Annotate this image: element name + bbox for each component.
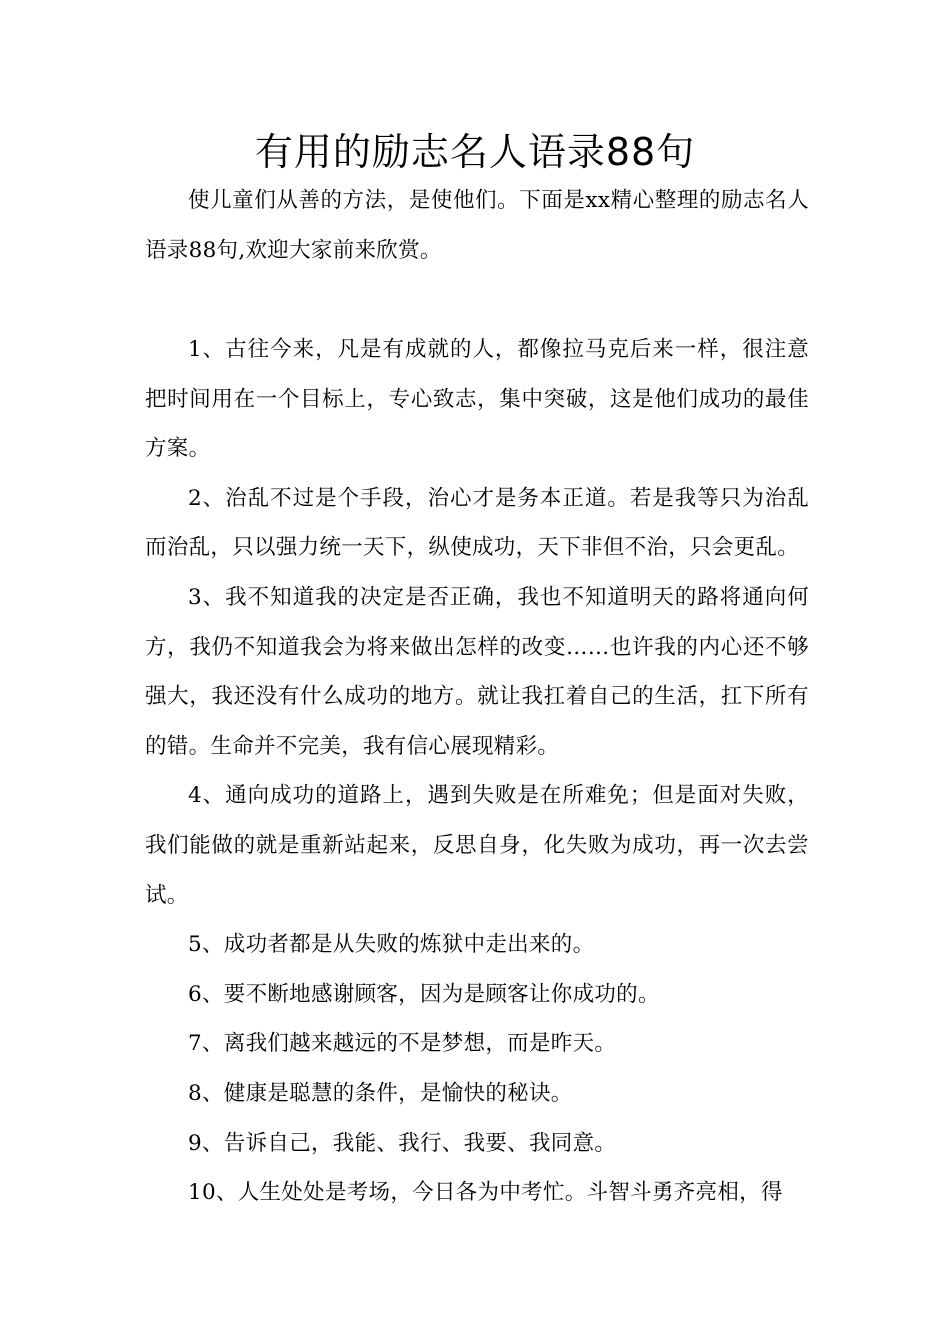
intro-paragraph: 使儿童们从善的方法，是使他们。下面是xx精心整理的励志名人语录88句,欢迎大家前来欣赏。 [145, 188, 809, 263]
quote-paragraph-8: 8、健康是聪慧的条件，是愉快的秘诀。 [188, 1080, 573, 1106]
quote-paragraph-7: 7、离我们越来越远的不是梦想，而是昨天。 [188, 1031, 617, 1057]
quote-paragraph-2: 2、治乱不过是个手段，治心才是务本正道。若是我等只为治乱而治乱，只以强力统一天下，纵使成功，天下非但不治，只会更乱。 [145, 485, 809, 561]
quote-paragraph-6: 6、要不断地感谢顾客，因为是顾客让你成功的。 [188, 981, 660, 1007]
quote-list [145, 325, 809, 1218]
quote-paragraph-9: 9、告诉自己，我能、我行、我要、我同意。 [188, 1130, 617, 1156]
quote-paragraph-1: 1、古往今来，凡是有成就的人，都像拉马克后来一样，很注意把时间用在一个目标上，专心致志，集中突破，这是他们成功的最佳方案。 [145, 337, 809, 462]
quote-paragraph-3: 3、我不知道我的决定是否正确，我也不知道明天的路将通向何方，我仍不知道我会为将来做出怎样的改变……也许我的内心还不够强大，我还没有什么成功的地方。就让我扛着自己的生活，扛下所有的错。生命并不完美，我有信心展现精彩。 [145, 584, 809, 759]
quote-paragraph-5: 5、成功者都是从失败的炼狱中走出来的。 [188, 932, 595, 958]
quote-paragraph-4: 4、通向成功的道路上，遇到失败是在所难免；但是面对失败，我们能做的就是重新站起来，反思自身，化失败为成功，再一次去尝试。 [145, 783, 809, 908]
document-title: 有用的励志名人语录88句 [254, 130, 696, 174]
quote-paragraph-10: 10、人生处处是考场，今日各为中考忙。斗智斗勇齐亮相，得 [188, 1180, 783, 1206]
